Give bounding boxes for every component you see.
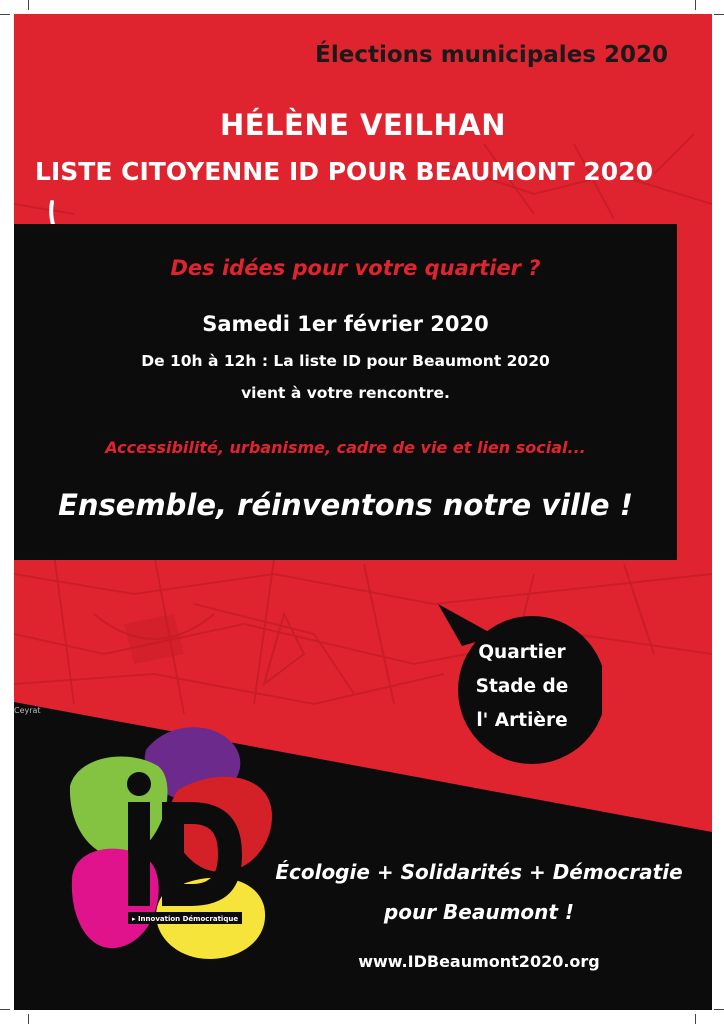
map-label: Ceyrat bbox=[14, 706, 41, 715]
tagline-line-1: Écologie + Solidarités + Démocratie bbox=[275, 860, 683, 884]
location-line-1: Quartier bbox=[478, 642, 566, 663]
list-name: LISTE CITOYENNE ID POUR BEAUMONT 2020 bbox=[35, 157, 653, 186]
event-time: De 10h à 12h : La liste ID pour Beaumont 2020 bbox=[141, 352, 550, 370]
question-text: Des idées pour votre quartier ? bbox=[170, 256, 541, 280]
themes-text: Accessibilité, urbanisme, cadre de vie et lien social... bbox=[105, 438, 586, 457]
location-line-2: Stade de bbox=[475, 676, 569, 697]
event-info-panel bbox=[14, 224, 677, 560]
election-title: Élections municipales 2020 bbox=[315, 42, 668, 68]
flyer-page bbox=[14, 14, 712, 1010]
id-logo bbox=[58, 720, 298, 990]
tagline-line-2: pour Beaumont ! bbox=[383, 900, 575, 924]
candidate-name: HÉLÈNE VEILHAN bbox=[219, 108, 507, 142]
website-link[interactable]: www.IDBeaumont2020.org bbox=[358, 952, 600, 971]
logo-subtitle: ▸ Innovation Démocratique bbox=[132, 915, 239, 923]
slogan-text: Ensemble, réinventons notre ville ! bbox=[58, 488, 633, 522]
location-label bbox=[442, 636, 602, 738]
location-line-3: l' Artière bbox=[476, 710, 568, 731]
event-description: vient à votre rencontre. bbox=[241, 384, 450, 402]
event-date: Samedi 1er février 2020 bbox=[202, 312, 489, 336]
